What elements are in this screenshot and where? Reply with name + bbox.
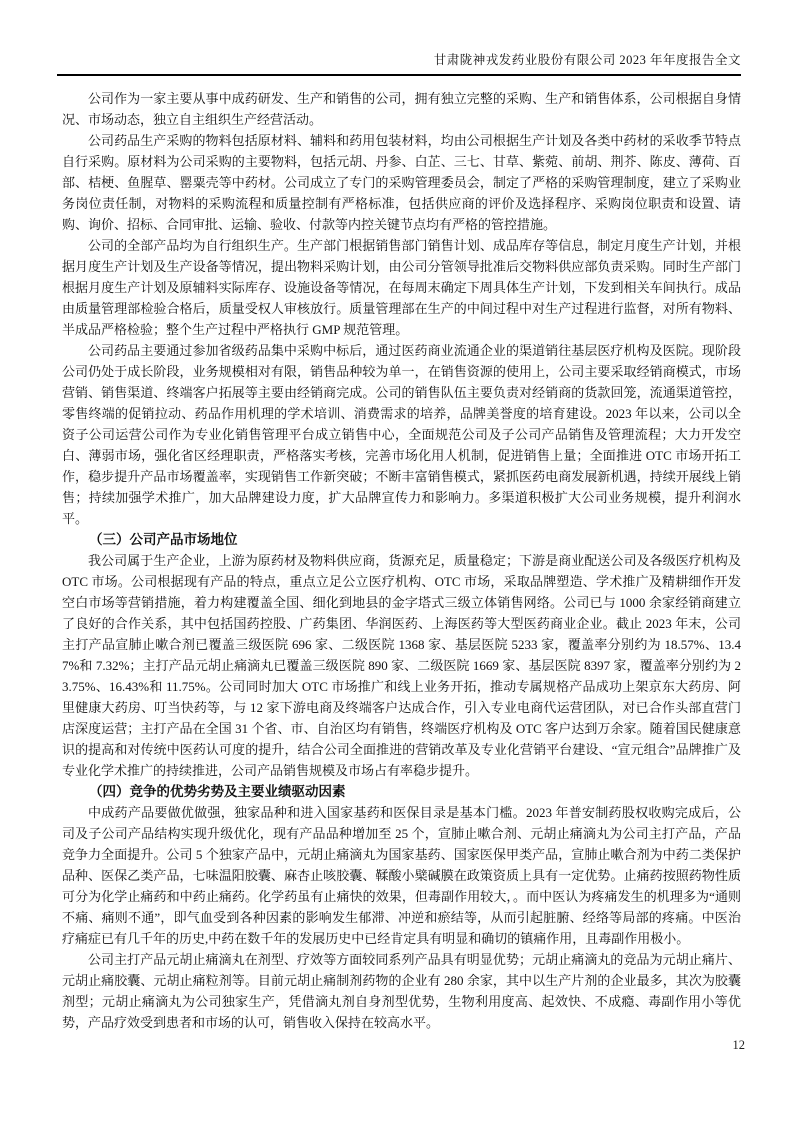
paragraph-procurement: 公司药品生产采购的物料包括原材料、辅料和药用包装材料，均由公司根据生产计划及各类中药材的采收季节特点自行采购。原材料为公司采购的主要物料，包括元胡、丹参、白芷、三七、甘草、紫菀、前胡、荆芥、陈皮、薄荷、百部、桔梗、鱼腥草、罂粟壳等中药材。公司成立了专门的采购管理委员会，制定了严格的采购管理制度，建立了采购业务岗位责任制，对物料的采购流程和质量控制有严格标准，包括供应商的评价及选择程序、采购岗位职责和设置、请购、询价、招标、合同审批、运输、验收、付款等内控关键节点均有严格的管控措施。: [62, 133, 741, 232]
document-body: [62, 88, 741, 1033]
paragraph-production: 公司的全部产品均为自行组织生产。生产部门根据销售部门销售计划、成品库存等信息，制定月度生产计划，并根据月度生产计划及生产设备等情况，提出物料采购计划，由公司分管领导批准后交物料供应部负责采购。同时生产部门根据月度生产计划及原辅料实际库存、设施设备等情况，在每周末确定下周具体生产计划，下发到相关车间执行。成品由质量管理部检验合格后，质量受权人审核放行。质量管理部在生产的中间过程中对生产过程进行监督，对所有物料、半成品严格检验；整个生产过程中严格执行 GMP 规范管理。: [62, 238, 741, 337]
paragraph-flagship-product: 公司主打产品元胡止痛滴丸在剂型、疗效等方面较同系列产品具有明显优势；元胡止痛滴丸的竞品为元胡止痛片、元胡止痛胶囊、元胡止痛粒剂等。目前元胡止痛制剂药物的企业有 280 余家，其中以生产片剂的企业最多，其次为胶囊剂型；元胡止痛滴丸为公司独家生产，凭借滴丸剂自身剂型优势，生物利用度高、起效快、不成瘾、毒副作用小等优势，产品疗效受到患者和市场的认可，销售收入保持在较高水平。: [62, 952, 741, 1030]
section-heading-market-position: （三）公司产品市场地位: [89, 532, 238, 547]
header-rule: [57, 74, 741, 76]
section-heading-competition-drivers: （四）竞争的优势劣势及主要业绩驱动因素: [89, 784, 346, 799]
paragraph-competition-advantages: 中成药产品要做优做强，独家品种和进入国家基药和医保目录是基本门槛。2023 年普安制药股权收购完成后，公司及子公司产品结构实现升级优化，现有产品品种增加至 25 个，宣肺止嗽合剂、元胡止痛滴丸为公司主打产品，产品竞争力全面提升。公司 5 个独家产品中，元胡止痛滴丸为国家基药、国家医保甲类产品，宣肺止嗽合剂为中药二类保护品种、医保乙类产品，七味温阳胶囊、麻杏止咳胶囊、鞣酸小檗碱膜在政策资质上具有一定优势。止痛药按照药物性质可分为化学止痛药和中药止痛药。化学药虽有止痛快的效果，但毒副作用较大，。而中医认为疼痛发生的机理多为“通则不痛、痛则不通”，即气血受到各种因素的影响发生郁滞、冲逆和瘀结等，从而引起脏腑、经络等局部的疼痛。中医治疗痛症已有几千年的历史,中药在数千年的发展历史中已经肯定具有明显和确切的镇痛作用，且毒副作用极小。: [62, 805, 741, 946]
running-header: 甘肃陇神戎发药业股份有限公司 2023 年年度报告全文: [433, 53, 741, 67]
paragraph-company-overview: 公司作为一家主要从事中成药研发、生产和销售的公司，拥有独立完整的采购、生产和销售体系，公司根据自身情况、市场动态，独立自主组织生产经营活动。: [62, 91, 741, 127]
paragraph-sales-model: 公司药品主要通过参加省级药品集中采购中标后，通过医药商业流通企业的渠道销往基层医疗机构及医院。现阶段公司仍处于成长阶段，业务规模相对有限，销售品种较为单一，在销售资源的使用上，公司主要采取经销商模式，市场营销、销售渠道、终端客户拓展等主要由经销商完成。公司的销售队伍主要负责对经销商的货款回笼，流通渠道管控，零售终端的促销拉动、药品作用机理的学术培训、消费需求的培养，品牌美誉度的培育建设。2023 年以来，公司以全资子公司运营公司作为专业化销售管理平台成立销售中心，全面规范公司及子公司产品销售及管理流程；大力开发空白、薄弱市场，强化省区经理职责，严格落实考核，完善市场化用人机制，促进销售上量；全面推进 OTC 市场开拓工作，稳步提升产品市场覆盖率，实现销售工作新突破；不断丰富销售模式，紧抓医药电商发展新机遇，持续开展线上销售；持续加强学术推广，加大品牌建设力度，扩大品牌宣传力和影响力。多渠道积极扩大公司业务规模，提升利润水平。: [62, 343, 741, 526]
paragraph-market-position: 我公司属于生产企业，上游为原药材及物料供应商，货源充足，质量稳定；下游是商业配送公司及各级医疗机构及OTC 市场。公司根据现有产品的特点，重点立足公立医疗机构、OTC 市场，采取品牌塑造、学术推广及精耕细作开发空白市场等营销措施，着力构建覆盖全国、细化到地县的金字塔式三级立体销售网络。公司已与 1000 余家经销商建立了良好的合作关系，其中包括国药控股、广药集团、华润医药、上海医药等大型医药商业企业。截止 2023 年末，公司主打产品宣肺止嗽合剂已覆盖三级医院 696 家、二级医院 1368 家、基层医院 5233 家，覆盖率分别约为 18.57%、13.47%和 7.32%；主打产品元胡止痛滴丸已覆盖三级医院 890 家、二级医院 1669 家、基层医院 8397 家，覆盖率分别约为 23.75%、16.43%和 11.75%。公司同时加大 OTC 市场推广和线上业务开拓，推动专属规格产品成功上架京东大药房、阿里健康大药房、叮当快药等，与 12 家下游电商及终端客户达成合作，引入专业电商代运营团队，对已合作头部直营门店深度运营；主打产品在全国 31 个省、市、自治区均有销售，终端医疗机构及 OTC 客户达到万余家。随着国民健康意识的提高和对传统中医药认可度的提升，结合公司全面推进的营销改革及专业化营销平台建设、“宣元组合”品牌推广及专业化学术推广的持续推进，公司产品销售规模及市场占有率稳步提升。: [62, 553, 741, 778]
page-number: 12: [732, 1038, 745, 1052]
